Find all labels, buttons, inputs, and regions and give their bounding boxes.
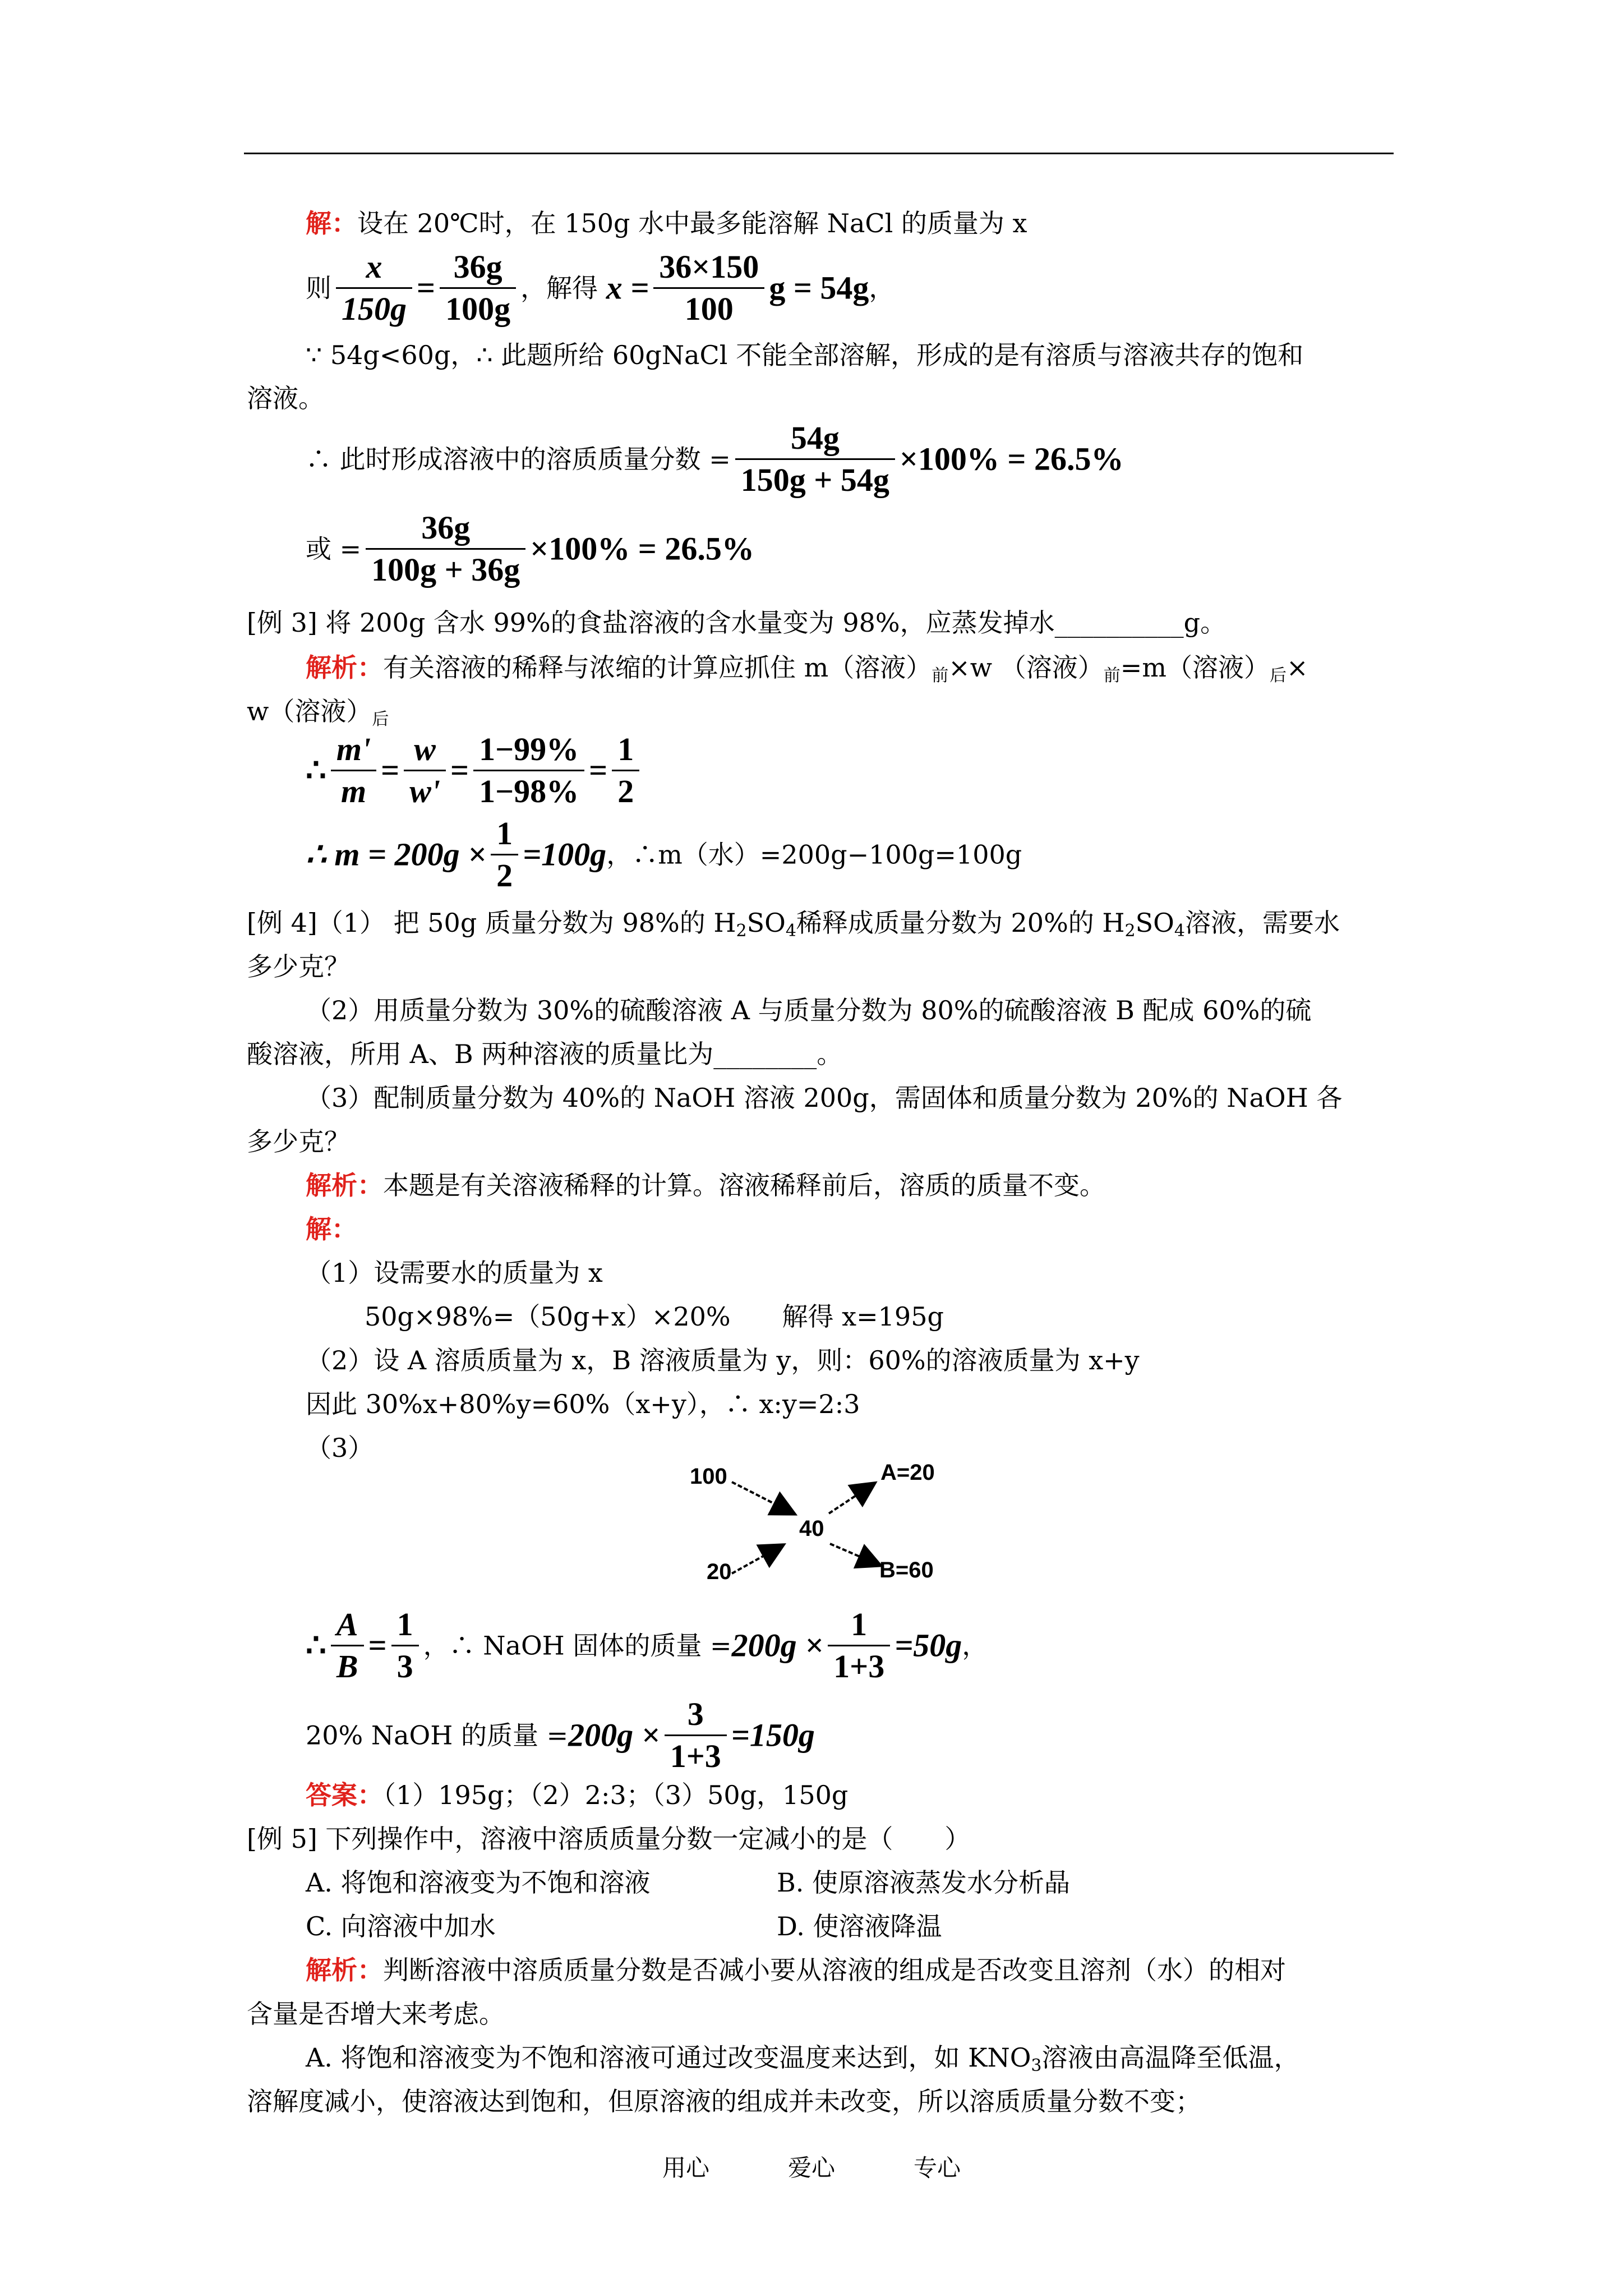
diagram-center: 40 — [799, 1516, 824, 1541]
example-5-explain-a: A. 将饱和溶液变为不饱和溶液可通过改变温度来达到，如 $KNO_3$溶液由高温降至低温， — [306, 2042, 1300, 2076]
header-rule — [244, 153, 1394, 154]
example-5-question: [例 5] 下列操作中，溶液中溶质质量分数一定减小的是（ ） — [247, 1824, 971, 1854]
analysis-label: 解析： — [306, 652, 383, 683]
option-c: C. 向溶液中加水 — [306, 1911, 496, 1941]
answer-label: 答案： — [306, 1780, 383, 1810]
example-4-step-2: （2）设 A 溶质质量为 x，B 溶液质量为 y，则：60%的溶液质量为 x+y — [306, 1345, 1140, 1375]
diagram-bottom-right: B=60 — [879, 1558, 934, 1582]
example-5-explain-a-cont: 溶解度减小，使溶液达到饱和，但原溶液的组成并未改变，所以溶质质量分数不变； — [247, 2086, 1201, 2116]
because-line-cont: 溶液。 — [247, 383, 324, 413]
example-4-ratio-result: ∴ $\frac{A}{B}$ = $\frac{1}{3}$ ，∴ NaOH 固体的质量 =200g × $\frac{1}{1+3}$ =50g， — [306, 1604, 988, 1694]
fraction: $\frac{1}{2}$ — [612, 729, 639, 812]
solution-intro: 解：设在 20℃时，在 150g 水中最多能溶解 NaCl 的质量为 x — [306, 208, 1027, 238]
arrow-100-to-40 — [732, 1482, 794, 1513]
fraction: $\frac{w}{w'}$ — [404, 729, 446, 812]
example-4-q3-cont: 多少克？ — [247, 1126, 350, 1157]
example-4-step-1-eq: 50g×98%=（50g+x）×20% 解得 x=195g — [365, 1301, 944, 1332]
fraction: $\frac{36\times 150}{100}$ — [653, 247, 764, 329]
fraction: $\frac{1}{1+3}$ — [828, 1604, 890, 1687]
equation-ratio: 则 $\frac{x}{150g}$ = $\frac{36g}{100g}$ ，解得 x = $\frac{36\times 150}{100}$ g = 54g， — [306, 247, 895, 331]
example-4-naoh-result: 20% NaOH 的质量 =200g × $\frac{3}{1+3}$ =150g — [306, 1694, 815, 1784]
example-4-analysis: 解析：本题是有关溶液稀释的计算。溶液稀释前后，溶质的质量不变。 — [306, 1170, 1105, 1200]
equation-fraction-1: ∴ 此时形成溶液中的溶质质量分数 = $\frac{54g}{150g + 54g}$ ×100% = 26.5% — [306, 418, 1123, 508]
fraction: $\frac{x}{150g}$ — [336, 247, 412, 329]
diagram-top-left: 100 — [690, 1464, 727, 1489]
fraction: $\frac{1-99\%}{1-98\%}$ — [473, 729, 584, 812]
example-3-question: [例 3] 将 200g 含水 99%的食盐溶液的含水量变为 98%，应蒸发掉水__________g。 — [247, 608, 1227, 638]
page-footer: 用心 爱心 专心 — [662, 2154, 961, 2182]
fraction: $\frac{36g}{100g}$ — [440, 247, 516, 329]
cross-method-diagram — [679, 1453, 970, 1599]
example-4-step-1: （1）设需要水的质量为 x — [306, 1258, 603, 1288]
example-4-q3: （3）配制质量分数为 40%的 NaOH 溶液 200g，需固体和质量分数为 20%的 NaOH 各 — [306, 1083, 1343, 1113]
example-5-analysis-cont: 含量是否增大来考虑。 — [247, 1999, 505, 2029]
solution-label: 解： — [306, 208, 357, 238]
equation-fraction-2: 或 = $\frac{36g}{100g + 36g}$ ×100% = 26.5% — [306, 508, 754, 597]
fraction: $\frac{3}{1+3}$ — [665, 1694, 727, 1777]
option-a: A. 将饱和溶液变为不饱和溶液 — [306, 1867, 651, 1898]
option-d: D. 使溶液降温 — [777, 1911, 942, 1941]
diagram-bottom-left: 20 — [707, 1559, 732, 1584]
fraction: $\frac{m'}{m}$ — [331, 729, 376, 812]
fraction: $\frac{1}{3}$ — [391, 1604, 419, 1687]
arrow-40-to-b — [830, 1544, 879, 1565]
option-b: B. 使原溶液蒸发水分析晶 — [777, 1867, 1071, 1898]
fraction: $\frac{54g}{150g + 54g}$ — [735, 418, 895, 500]
example-4-answer: 答案：（1）195g；（2）2:3；（3）50g，150g — [306, 1780, 849, 1810]
example-3-ratio: ∴ $\frac{m'}{m}$ = $\frac{w}{w'}$ = $\frac{1-99\%}{1-98\%}$ = $\frac{1}{2}$ — [306, 729, 644, 819]
analysis-label: 解析： — [306, 1955, 383, 1985]
example-3-analysis-cont: w（溶液）$_后$ — [247, 696, 389, 729]
fraction: $\frac{36g}{100g + 36g}$ — [366, 508, 525, 590]
example-4-q2-cont: 酸溶液，所用 A、B 两种溶液的质量比为________。 — [247, 1039, 843, 1069]
example-4-q1: [例 4]（1） 把 50g 质量分数为 98%的 $H_2SO_4$稀释成质量分数为 20%的 $H_2SO_4$溶液，需要水 — [247, 908, 1340, 941]
example-4-solution-label: 解： — [306, 1214, 357, 1244]
example-4-step-2-eq: 因此 30%x+80%y=60%（x+y），∴ x:y=2:3 — [306, 1389, 860, 1419]
arrow-20-to-40 — [732, 1545, 782, 1573]
example-4-q1-cont: 多少克？ — [247, 951, 350, 982]
example-5-analysis: 解析：判断溶液中溶质质量分数是否减小要从溶液的组成是否改变且溶剂（水）的相对 — [306, 1955, 1286, 1985]
example-4-q2: （2）用质量分数为 30%的硫酸溶液 A 与质量分数为 80%的硫酸溶液 B 配成 60%的硫 — [306, 995, 1312, 1025]
because-line: ∵ 54g<60g，∴ 此题所给 60gNaCl 不能全部溶解，形成的是有溶质与溶液共存的饱和 — [306, 340, 1304, 370]
diagram-top-right: A=20 — [880, 1460, 935, 1485]
analysis-label: 解析： — [306, 1170, 383, 1200]
fraction: $\frac{A}{B}$ — [331, 1604, 364, 1687]
arrow-40-to-a — [829, 1484, 874, 1513]
example-3-result: ∴ m = 200g × $\frac{1}{2}$ =100g，∴m（水）=200g−100g=100g — [306, 813, 1022, 903]
example-3-analysis: 解析：有关溶液的稀释与浓缩的计算应抓住 m（溶液）$_前\times w$ （溶液）$_前=m$（溶液）$_后\times$ — [306, 652, 1308, 685]
fraction: $\frac{1}{2}$ — [491, 813, 518, 896]
example-4-step-3: （3） — [306, 1433, 374, 1463]
